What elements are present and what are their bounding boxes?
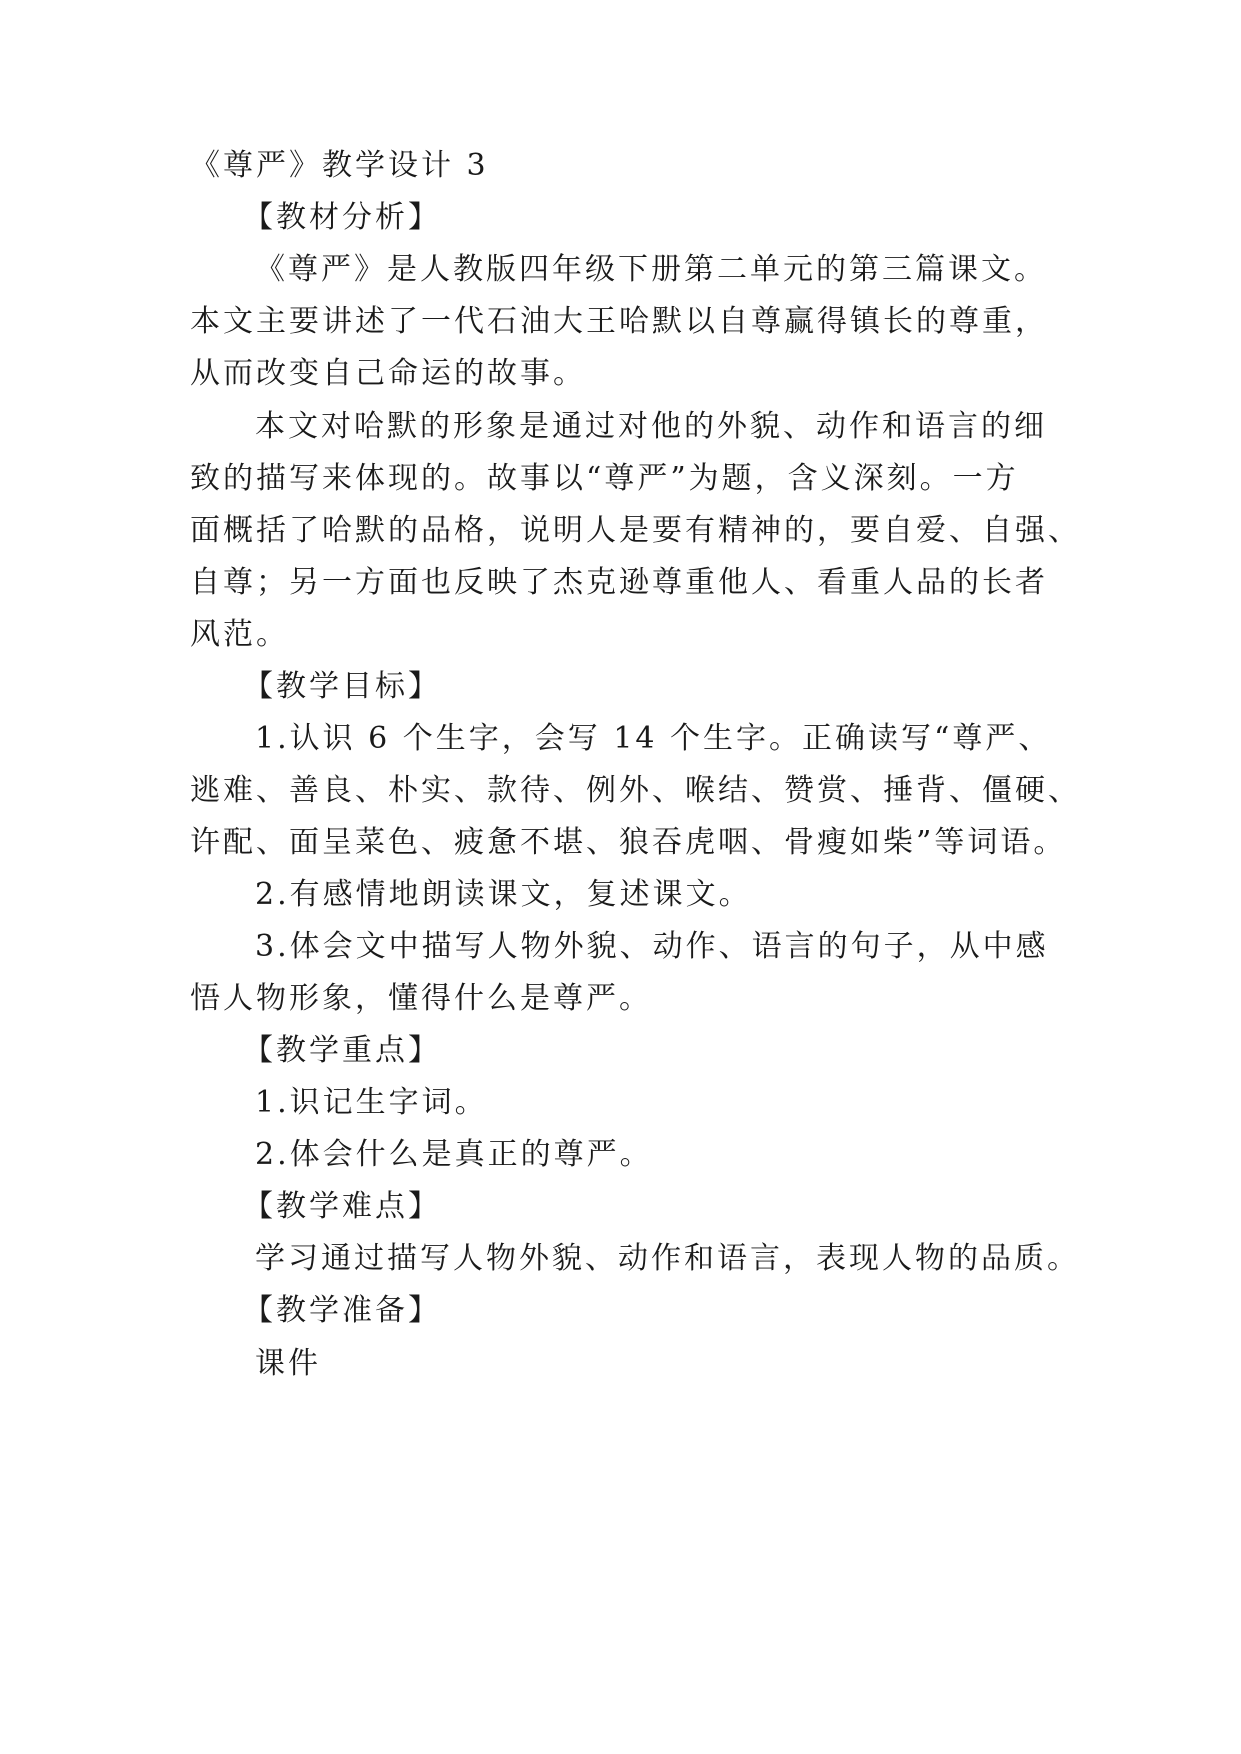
difficulties-text: 学习通过描写人物外貌、动作和语言，表现人物的品质。 xyxy=(255,1241,1080,1276)
heading-preparation: 【教学准备】 xyxy=(243,1293,441,1328)
key-point-1: 1.识记生字词。 xyxy=(255,1085,488,1120)
document-title: 《尊严》教学设计 3 xyxy=(190,148,489,183)
analysis-p1-line3: 从而改变自己命运的故事。 xyxy=(190,356,586,391)
analysis-p2-line5: 风范。 xyxy=(190,617,289,652)
analysis-p1-line1: 《尊严》是人教版四年级下册第二单元的第三篇课文。 xyxy=(255,252,1047,287)
goal-1-line2: 逃难、善良、朴实、款待、例外、喉结、赞赏、捶背、僵硬、 xyxy=(190,773,1081,808)
analysis-p2-line4: 自尊；另一方面也反映了杰克逊尊重他人、看重人品的长者 xyxy=(190,565,1048,600)
heading-key-points: 【教学重点】 xyxy=(243,1033,441,1068)
heading-goals: 【教学目标】 xyxy=(243,669,441,704)
key-point-2: 2.体会什么是真正的尊严。 xyxy=(255,1137,653,1172)
analysis-p2-line2: 致的描写来体现的。故事以“尊严”为题，含义深刻。一方 xyxy=(190,461,1019,496)
goal-3-line1: 3.体会文中描写人物外貌、动作、语言的句子，从中感 xyxy=(255,929,1049,964)
preparation-text: 课件 xyxy=(255,1346,321,1381)
goal-1-line1: 1.认识 6 个生字，会写 14 个生字。正确读写“尊严、 xyxy=(255,721,1052,756)
analysis-p2-line3: 面概括了哈默的品格，说明人是要有精神的，要自爱、自强、 xyxy=(190,513,1081,548)
goal-1-line3: 许配、面呈菜色、疲惫不堪、狼吞虎咽、骨瘦如柴”等词语。 xyxy=(190,825,1067,860)
analysis-p1-line2: 本文主要讲述了一代石油大王哈默以自尊赢得镇长的尊重， xyxy=(190,304,1048,339)
goal-2: 2.有感情地朗读课文，复述课文。 xyxy=(255,877,752,912)
analysis-p2-line1: 本文对哈默的形象是通过对他的外貌、动作和语言的细 xyxy=(255,409,1047,444)
heading-difficulties: 【教学难点】 xyxy=(243,1189,441,1224)
goal-3-line2: 悟人物形象，懂得什么是尊严。 xyxy=(190,981,652,1016)
heading-analysis: 【教材分析】 xyxy=(243,200,441,235)
